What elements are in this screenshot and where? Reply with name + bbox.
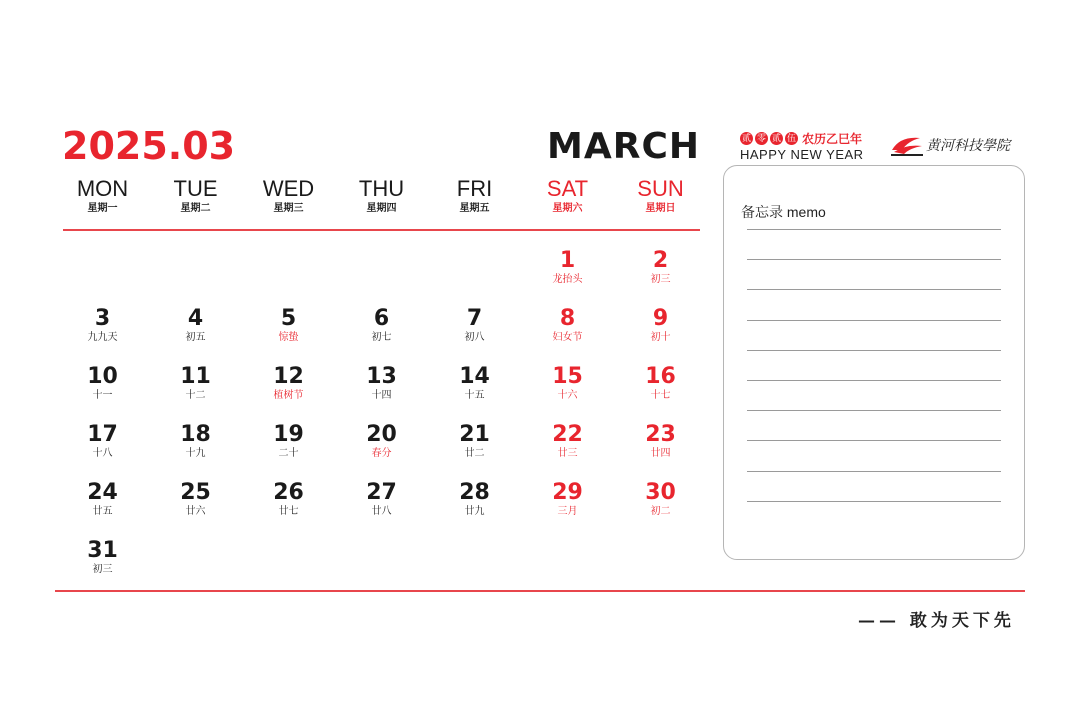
day-number: 1 — [559, 248, 576, 273]
lunar-date: 初三 — [650, 274, 671, 285]
day-number: 6 — [373, 306, 390, 331]
day-number: 22 — [552, 422, 583, 447]
weekday-cn-label: 星期日 — [645, 203, 676, 214]
year-month-title: 2025.03 — [62, 124, 236, 168]
lunar-date: 妇女节 — [552, 332, 583, 343]
circled-char: 零 — [756, 132, 766, 143]
day-number: 8 — [559, 306, 576, 331]
day-number: 7 — [466, 306, 483, 331]
lunar-date: 十九 — [185, 448, 206, 459]
memo-line — [747, 440, 1001, 441]
lunar-date: 九九天 — [87, 332, 118, 343]
lunar-date: 廿九 — [464, 506, 485, 517]
day-number: 19 — [273, 422, 304, 447]
circled-char: 贰 — [741, 132, 751, 143]
day-cell — [614, 250, 707, 308]
day-number: 27 — [366, 480, 397, 505]
lunar-date: 龙抬头 — [552, 274, 583, 285]
lunar-date: 初二 — [650, 506, 671, 517]
day-number: 5 — [280, 306, 297, 331]
weekday-fri — [428, 176, 521, 226]
day-number: 12 — [273, 364, 304, 389]
day-number: 18 — [180, 422, 211, 447]
lunar-date: 廿四 — [650, 448, 671, 459]
day-cell — [335, 482, 428, 540]
lunar-date: 十七 — [650, 390, 671, 401]
weekday-tue — [149, 176, 242, 226]
lunar-date: 十六 — [557, 390, 578, 401]
day-cell — [242, 482, 335, 540]
lunar-date: 二十 — [278, 448, 299, 459]
month-name-title: MARCH — [547, 126, 700, 167]
weekday-en-label: WED — [262, 176, 315, 201]
footer-divider — [55, 590, 1025, 592]
weekday-header — [56, 176, 706, 226]
day-cell — [242, 308, 335, 366]
logo-emblem-icon — [890, 132, 924, 158]
day-number: 2 — [652, 248, 669, 273]
weekday-cn-label: 星期二 — [180, 203, 211, 214]
day-number: 10 — [87, 364, 118, 389]
day-cell — [56, 482, 149, 540]
day-number: 31 — [87, 538, 118, 563]
day-cell — [149, 308, 242, 366]
weekday-cn-label: 星期四 — [366, 203, 397, 214]
day-cell — [428, 366, 521, 424]
lunar-date: 十二 — [185, 390, 206, 401]
weekday-cn-label: 星期一 — [87, 203, 118, 214]
weekday-mon — [56, 176, 149, 226]
weekday-en-label: FRI — [456, 176, 493, 201]
day-number: 23 — [645, 422, 676, 447]
day-number: 3 — [94, 306, 111, 331]
weekday-thu — [335, 176, 428, 226]
lunar-date: 廿七 — [278, 506, 299, 517]
day-cell — [149, 424, 242, 482]
day-number: 15 — [552, 364, 583, 389]
header-divider — [63, 229, 700, 231]
happy-new-year-label: HAPPY NEW YEAR — [740, 147, 864, 162]
lunar-date: 春分 — [371, 448, 392, 459]
lunar-date: 三月 — [557, 506, 578, 517]
day-cell — [242, 366, 335, 424]
day-cell — [521, 366, 614, 424]
day-cell — [149, 482, 242, 540]
day-cell — [521, 250, 614, 308]
day-number: 20 — [366, 422, 397, 447]
calendar-grid — [56, 250, 707, 598]
memo-line — [747, 350, 1001, 351]
lunar-date: 廿六 — [185, 506, 206, 517]
day-number: 11 — [180, 364, 211, 389]
memo-line — [747, 229, 1001, 230]
day-cell — [149, 366, 242, 424]
memo-line — [747, 289, 1001, 290]
day-cell — [428, 482, 521, 540]
day-cell — [521, 424, 614, 482]
day-number: 29 — [552, 480, 583, 505]
lunar-date: 廿五 — [92, 506, 113, 517]
day-cell — [614, 424, 707, 482]
weekday-cn-label: 星期三 — [273, 203, 304, 214]
circled-char: 贰 — [771, 132, 781, 143]
day-number: 4 — [187, 306, 204, 331]
logo-text: 黄河科技學院 — [926, 138, 1010, 154]
weekday-en-label: SAT — [546, 176, 589, 201]
lunar-date: 廿三 — [557, 448, 578, 459]
day-cell — [335, 308, 428, 366]
lunar-date: 十五 — [464, 390, 485, 401]
day-cell — [56, 366, 149, 424]
lunar-year-label: 农历乙巳年 — [802, 131, 863, 146]
day-cell — [335, 366, 428, 424]
memo-line — [747, 259, 1001, 260]
greeting-year-row — [740, 130, 890, 146]
day-number: 13 — [366, 364, 397, 389]
memo-line — [747, 501, 1001, 502]
lunar-date: 惊蛰 — [278, 332, 299, 343]
lunar-date: 初三 — [92, 564, 113, 575]
weekday-cn-label: 星期五 — [459, 203, 490, 214]
weekday-en-label: THU — [358, 176, 405, 201]
weekday-wed — [242, 176, 335, 226]
motto-slogan: —— 敢为天下先 — [858, 611, 1015, 631]
day-cell — [428, 308, 521, 366]
memo-line — [747, 410, 1001, 411]
lunar-date: 廿二 — [464, 448, 485, 459]
day-number: 24 — [87, 480, 118, 505]
weekday-en-label: SUN — [637, 176, 684, 201]
day-number: 17 — [87, 422, 118, 447]
day-cell — [242, 424, 335, 482]
memo-label: 备忘录 memo — [741, 204, 826, 220]
lunar-date: 初七 — [371, 332, 392, 343]
weekday-cn-label: 星期六 — [552, 203, 583, 214]
lunar-date: 十八 — [92, 448, 113, 459]
day-number: 28 — [459, 480, 490, 505]
day-cell — [428, 424, 521, 482]
day-cell — [521, 308, 614, 366]
school-logo — [890, 130, 1010, 160]
day-cell — [614, 482, 707, 540]
lunar-date: 初八 — [464, 332, 485, 343]
day-number: 21 — [459, 422, 490, 447]
weekday-en-label: TUE — [173, 176, 218, 201]
lunar-date: 十四 — [371, 390, 392, 401]
circled-char: 伍 — [786, 132, 796, 143]
weekday-sat — [521, 176, 614, 226]
day-number: 16 — [645, 364, 676, 389]
lunar-date: 植树节 — [273, 390, 304, 401]
day-cell — [614, 308, 707, 366]
day-cell — [56, 424, 149, 482]
memo-line — [747, 320, 1001, 321]
day-cell — [614, 366, 707, 424]
lunar-date: 初五 — [185, 332, 206, 343]
lunar-date: 十一 — [92, 390, 113, 401]
day-number: 14 — [459, 364, 490, 389]
lunar-date: 廿八 — [371, 506, 392, 517]
day-cell — [335, 424, 428, 482]
day-number: 9 — [652, 306, 669, 331]
lunar-date: 初十 — [650, 332, 671, 343]
memo-line — [747, 471, 1001, 472]
weekday-en-label: MON — [76, 176, 129, 201]
day-cell — [56, 308, 149, 366]
day-number: 30 — [645, 480, 676, 505]
new-year-greeting — [740, 130, 890, 163]
day-number: 26 — [273, 480, 304, 505]
memo-line — [747, 380, 1001, 381]
day-number: 25 — [180, 480, 211, 505]
day-cell — [521, 482, 614, 540]
weekday-sun — [614, 176, 707, 226]
